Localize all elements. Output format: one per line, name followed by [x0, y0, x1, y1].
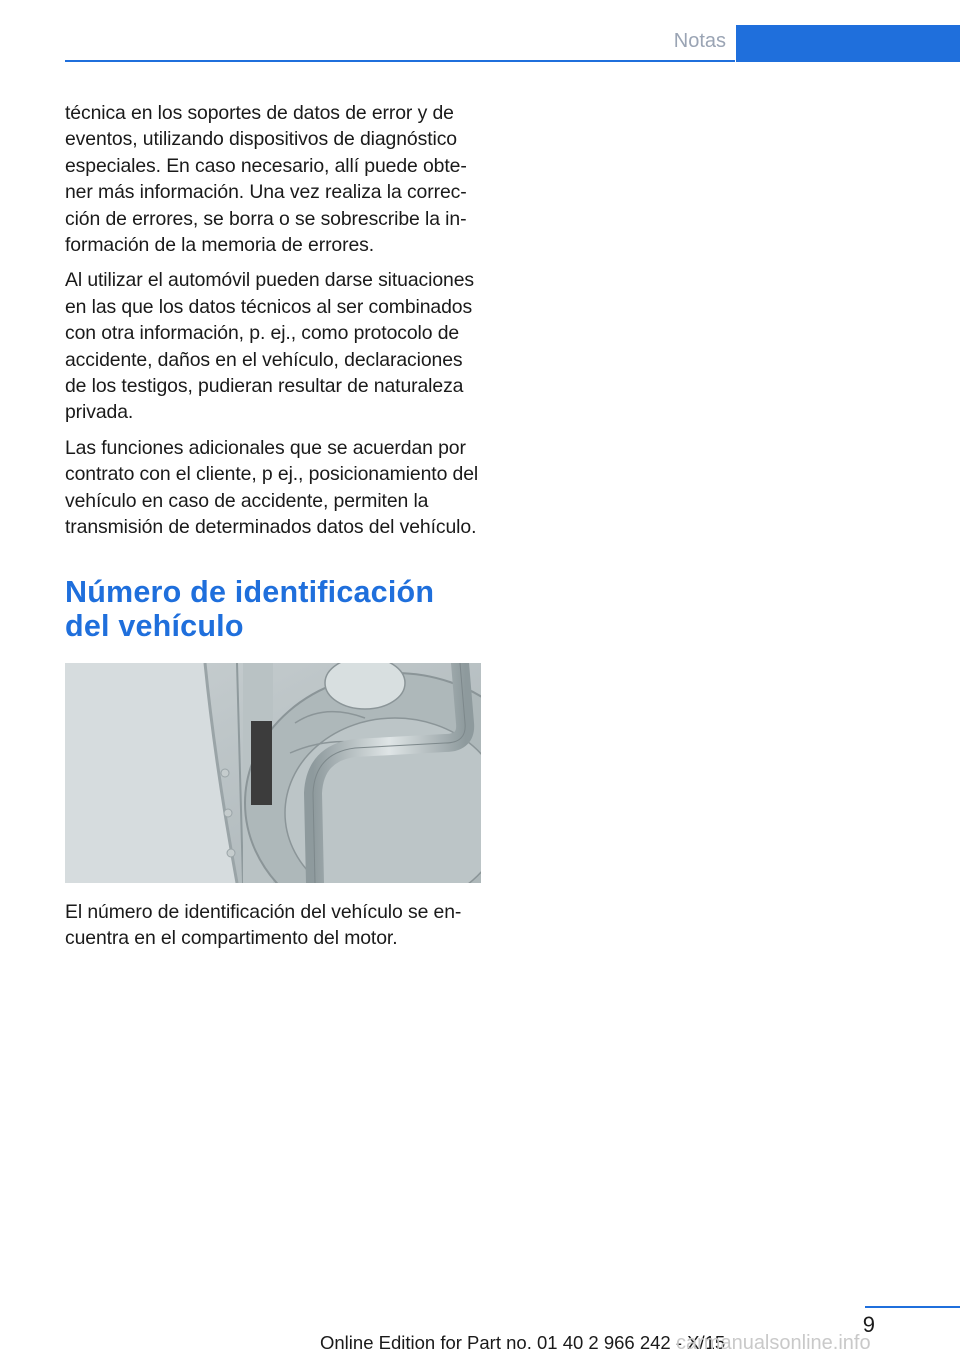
edition-text: Online Edition for Part no. 01 40 2 966 242 - X/15 — [320, 1332, 726, 1353]
engine-compartment-illustration — [65, 663, 481, 883]
section-title: Número de identificación del vehículo — [65, 574, 435, 643]
header-accent-block — [736, 25, 960, 62]
paragraph-additional-functions: Las funciones adicionales que se acuerdan por contrato con el cliente, p ej., posicionamiento del vehículo en caso de accidente, permiten la transmisión de determinados datos del vehículo. — [65, 436, 479, 539]
paragraph-privacy: Al utilizar el automóvil pueden darse situaciones en las que los datos técnicos al ser combinados con otra información, p. ej., como protocolo de accidente, daños en el vehículo, declaraciones de los testigos, pudieran resultar de naturaleza privada. — [65, 269, 474, 424]
footer-rule — [865, 1306, 960, 1308]
page-number: 9 — [862, 1312, 875, 1337]
header-title: Notas — [673, 30, 726, 52]
watermark: carmanualsonline.info — [676, 1332, 871, 1354]
figure-caption: El número de identificación del vehículo se encuentra en el compartimento del motor. — [65, 900, 462, 949]
header-rule — [65, 60, 735, 62]
content-column — [65, 100, 481, 960]
paragraph-diagnostics: técnica en los soportes de datos de error y de eventos, utilizando dispositivos de diagnóstico especiales. En caso necesario, allí puede obtener más información. Una vez realiza la corrección de errores, se borra o se sobrescribe la información de la memoria de errores. — [65, 102, 467, 257]
